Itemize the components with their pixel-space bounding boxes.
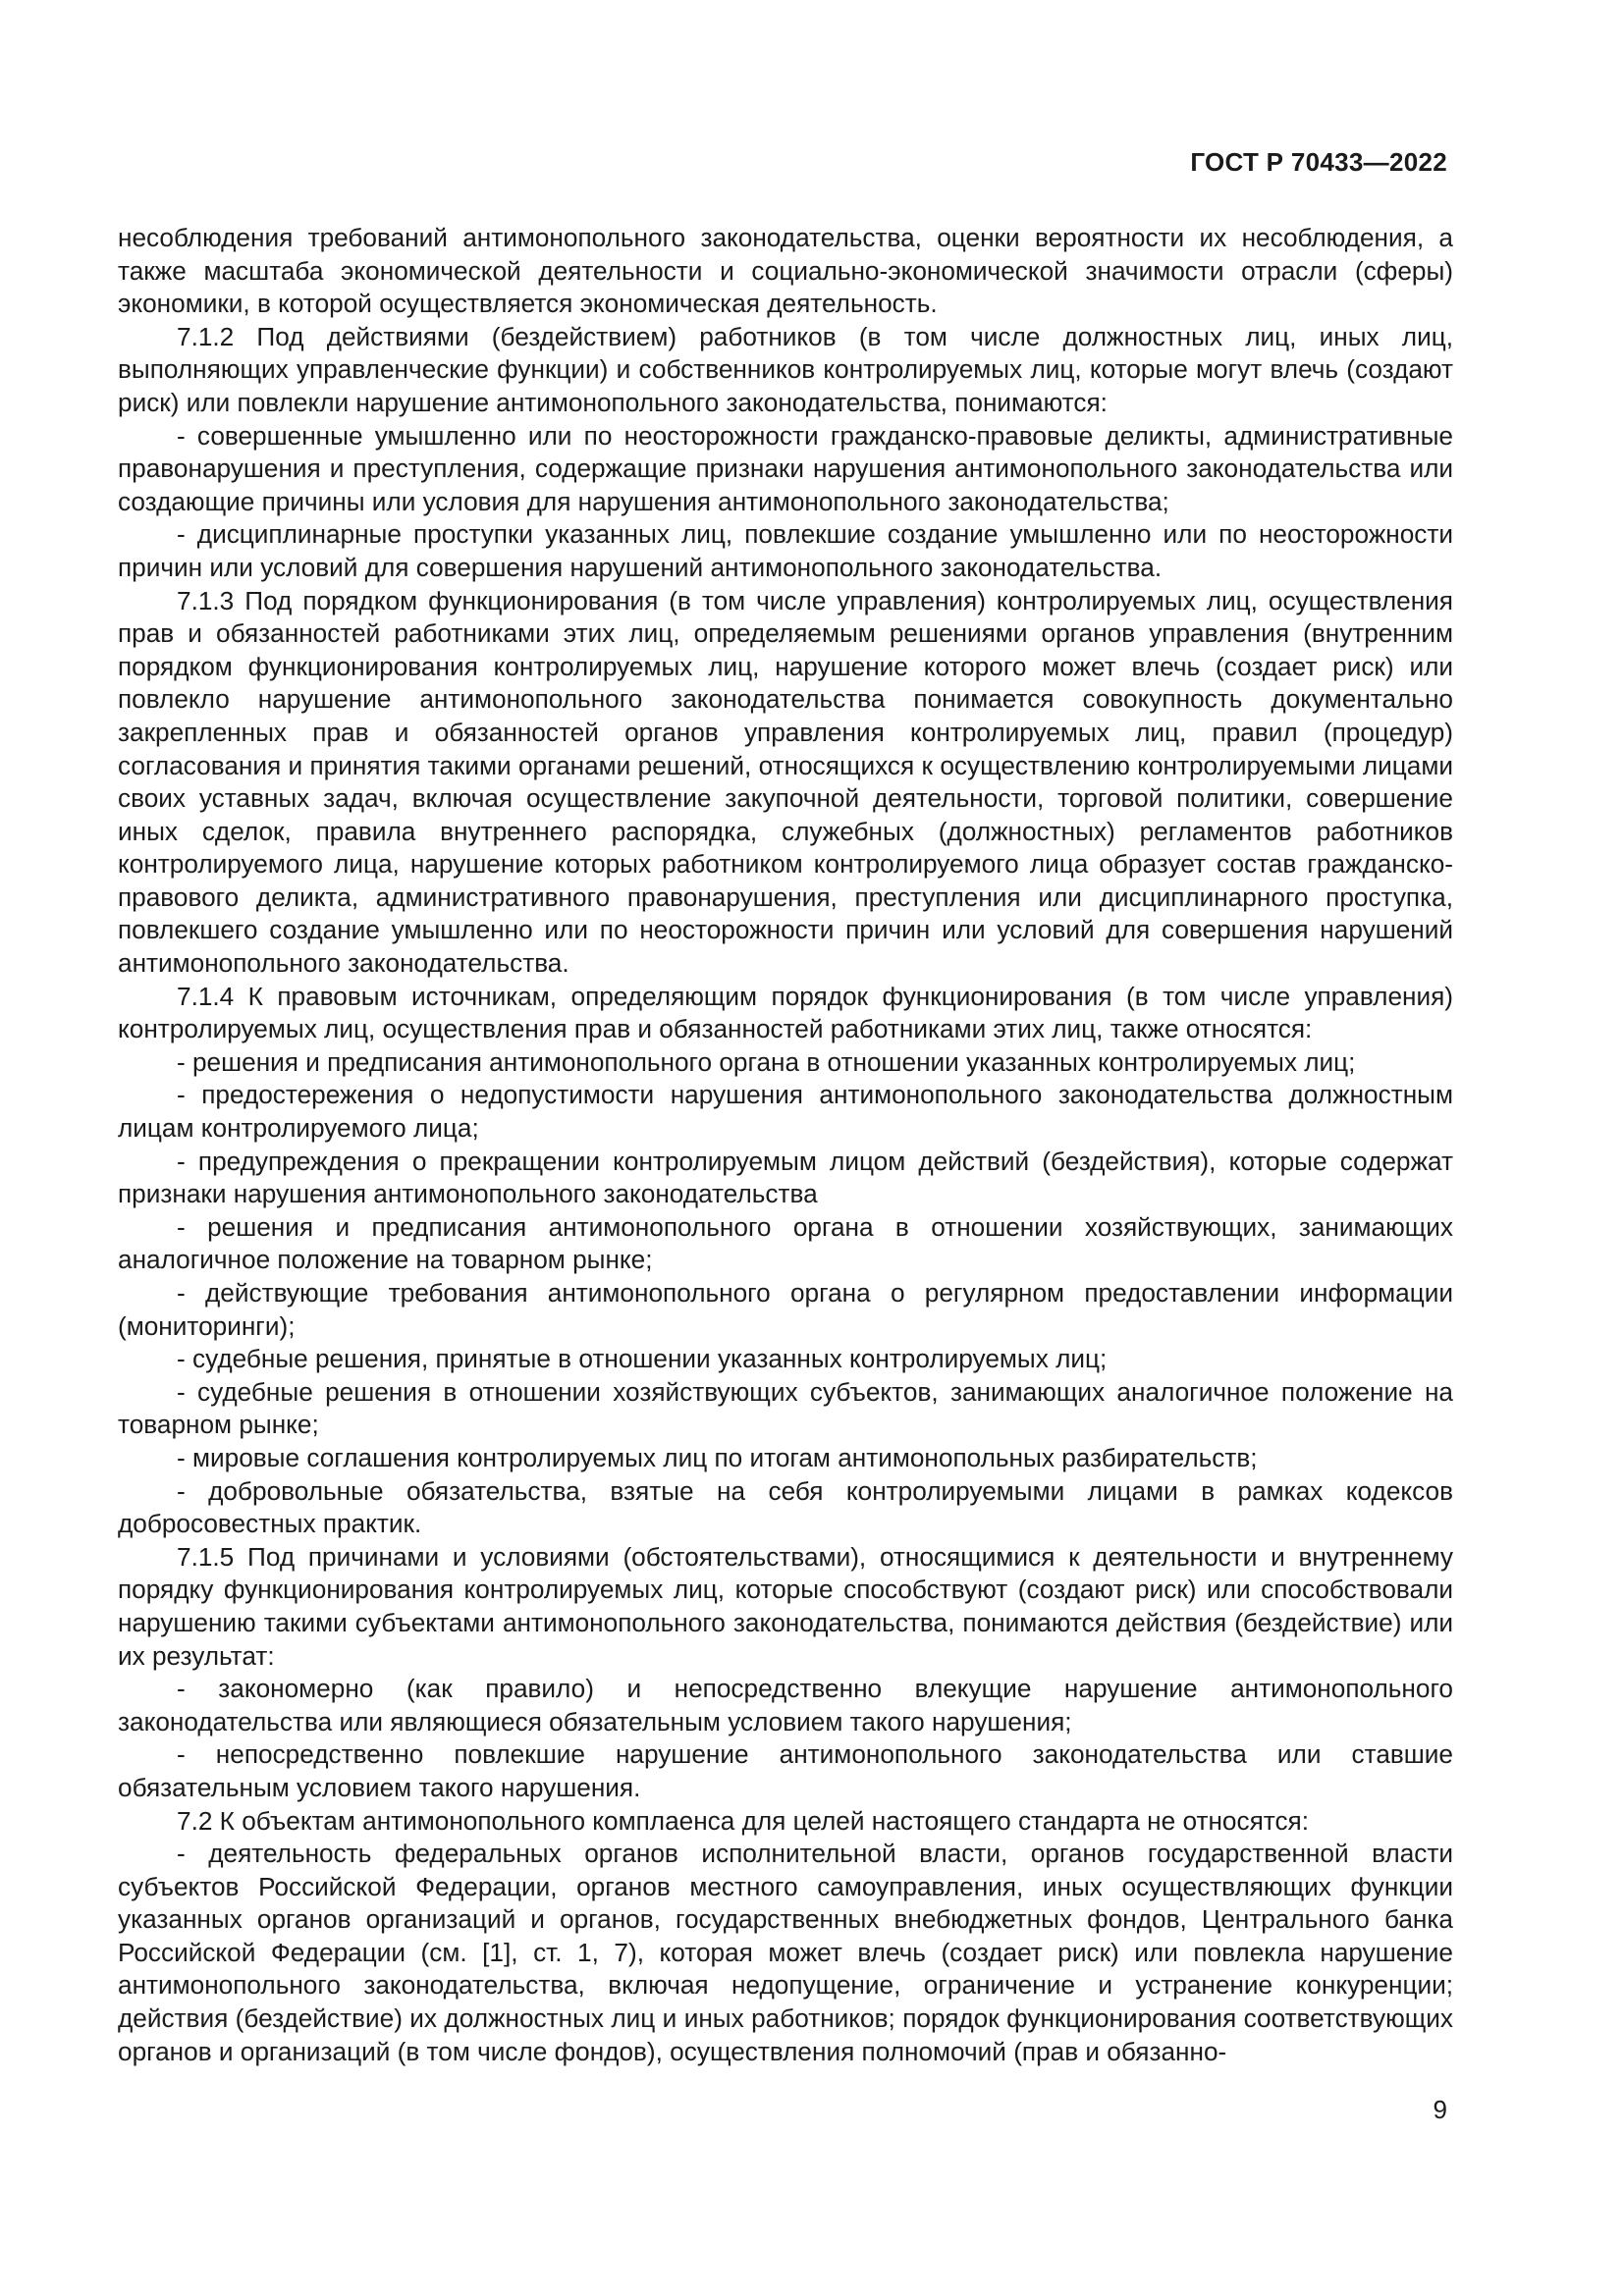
paragraph: - судебные решения в отношении хозяйствующих субъектов, занимающих аналогичное положение на товарном рынке; [118, 1376, 1453, 1440]
paragraph: - деятельность федеральных органов исполнительной власти, органов государственной власти субъектов Российской Федерации, органов местного самоуправления, иных осуществляющих функции указанных органов организаций и органов, государственных внебюджетных фондов, Центрального банка Российской Федерации (см. [1], ст. 1, 7), которая может влечь (создает риск) или повлекла нарушение антимонопольного законодательства, включая недопущение, ограничение и устранение конкуренции; действия (бездействие) их должностных лиц и иных работников; порядок функционирования соответствующих органов и организаций (в том числе фондов), осуществления полномочий (прав и обязанно- [118, 1839, 1453, 2066]
paragraph: - мировые соглашения контролируемых лиц по итогам антимонопольных разбирательств; [177, 1442, 1258, 1472]
paragraph: 7.1.4 К правовым источникам, определяющим порядок функционирования (в том числе управления) контролируемых лиц, осуществления прав и обязанностей работниками этих лиц, также относятся: [118, 981, 1453, 1044]
standard-header: ГОСТ Р 70433—2022 [1190, 147, 1447, 177]
paragraph: - закономерно (как правило) и непосредственно влекущие нарушение антимонопольного законодательства или являющиеся обязательным условием такого нарушения; [118, 1674, 1453, 1736]
paragraph: - добровольные обязательства, взятые на себя контролируемыми лицами в рамках кодексов добросовестных практик. [118, 1475, 1453, 1539]
page-number: 9 [1433, 2095, 1447, 2124]
paragraph: - решения и предписания антимонопольного органа в отношении хозяйствующих, занимающих аналогичное положение на товарном рынке; [118, 1211, 1453, 1275]
paragraph: - совершенные умышленно или по неосторожности гражданско-правовые деликты, административные правонарушения и преступления, содержащие признаки нарушения антимонопольного законодательства или создающие причины или условия для нарушения антимонопольного законодательства; [118, 420, 1453, 516]
paragraph: 7.1.5 Под причинами и условиями (обстоятельствами), относящимися к деятельности и внутреннему порядку функционирования контролируемых лиц, которые способствуют (создают риск) или способствовали нарушению такими субъектами антимонопольного законодательства, понимаются действия (бездействие) или их результат: [118, 1541, 1453, 1671]
paragraph: - дисциплинарные проступки указанных лиц, повлекшие создание умышленно или по неосторожности причин или условий для совершения нарушений антимонопольного законодательства. [118, 519, 1453, 582]
paragraph: несоблюдения требований антимонопольного законодательства, оценки вероятности их несоблюдения, а также масштаба экономической деятельности и социально-экономической значимости отрасли (сферы) экономики, в которой осуществляется экономическая деятельность. [118, 223, 1453, 319]
paragraph: 7.1.2 Под действиями (бездействием) работников (в том числе должностных лиц, иных лиц, выполняющих управленческие функции) и собственников контролируемых лиц, которые могут влечь (создают риск) или повлекли нарушение антимонопольного законодательства, понимаются: [118, 321, 1453, 417]
paragraph: - действующие требования антимонопольного органа о регулярном предоставлении информации (мониторинги); [118, 1278, 1453, 1341]
paragraph: - предостережения о недопустимости нарушения антимонопольного законодательства должностным лицам контролируемого лица; [118, 1080, 1453, 1144]
body-text [118, 222, 1453, 2068]
paragraph: 7.1.3 Под порядком функционирования (в том числе управления) контролируемых лиц, осуществления прав и обязанностей работниками этих лиц, определяемым решениями органов управления (внутренним порядком функционирования контролируемых лиц, нарушение которого может влечь (создает риск) или повлекло нарушение антимонопольного законодательства понимается совокупность документально закрепленных прав и обязанностей органов управления контролируемых лиц, правил (процедур) согласования и принятия такими органами решений, относящихся к осуществлению контролируемыми лицами своих уставных задач, включая осуществление закупочной деятельности, торговой политики, совершение иных сделок, правила внутреннего распорядка, служебных (должностных) регламентов работников контролируемого лица, нарушение которых работником контролируемого лица образует состав гражданско-правового деликта, административного правонарушения, преступления или дисциплинарного проступка, повлекшего создание умышленно или по неосторожности причин или условий для совершения нарушений антимонопольного законодательства. [118, 585, 1453, 979]
paragraph: - предупреждения о прекращении контролируемым лицом действий (бездействия), которые содержат признаки нарушения антимонопольного законодательства [118, 1146, 1453, 1209]
paragraph: 7.2 К объектам антимонопольного комплаенса для целей настоящего стандарта не относятся: [177, 1805, 1310, 1836]
paragraph: - непосредственно повлекшие нарушение антимонопольного законодательства или ставшие обязательным условием такого нарушения. [118, 1739, 1453, 1802]
paragraph: - решения и предписания антимонопольного органа в отношении указанных контролируемых лиц; [177, 1046, 1356, 1077]
paragraph: - судебные решения, принятые в отношении указанных контролируемых лиц; [177, 1344, 1108, 1374]
